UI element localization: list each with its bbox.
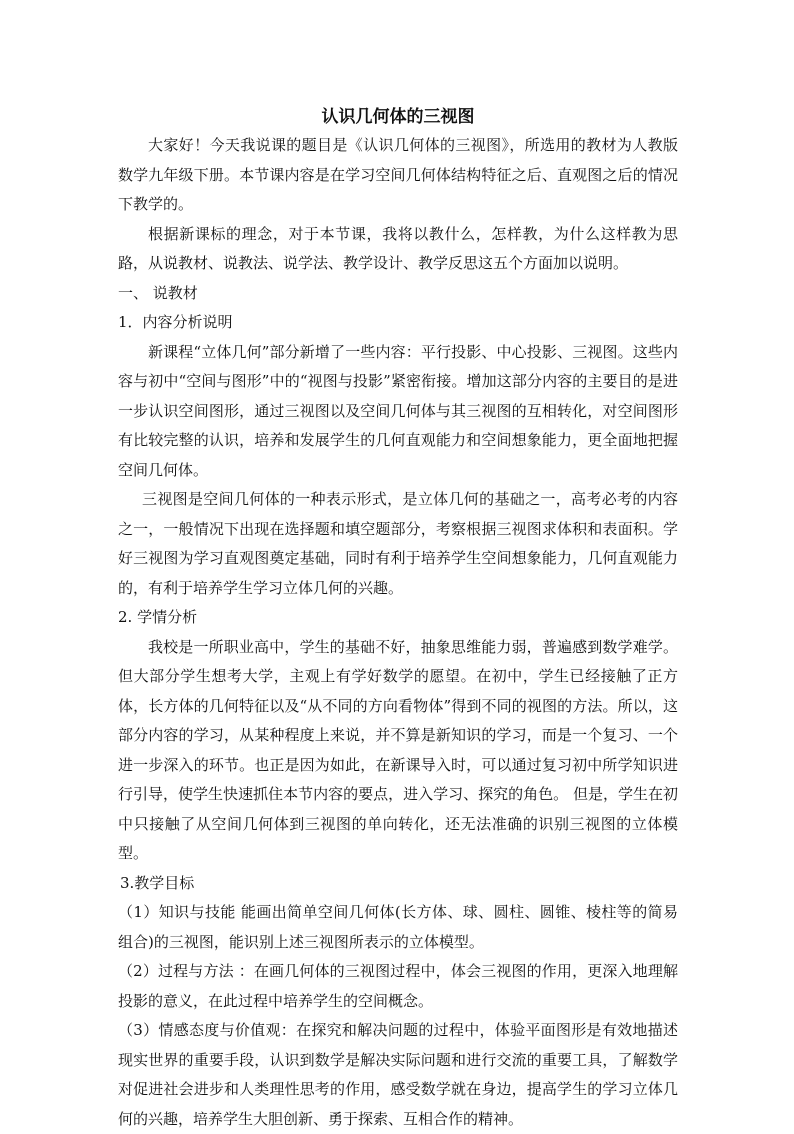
student-analysis-paragraph: 我校是一所职业高中，学生的基础不好，抽象思维能力弱，普遍感到数学难学。但大部分学生想考大学，主观上有学好数学的愿望。在初中，学生已经接触了正方体，长方体的几何特征以及“从不同的方向看物体”得到不同的视图的方法。所以，这部分内容的学习，从某种程度上来说，并不算是新知识的学习，而是一个复习、一个进一步深入的环节。也正是因为如此，在新课导入时，可以通过复习初中所学知识进行引导，使学生快速抓住本节内容的要点，进入学习、探究的角色。 但是，学生在初中只接触了从空间几何体到三视图的单向转化，还无法准确的识别三视图的立体模型。 (118, 637, 678, 862)
content-analysis-paragraph-1: 新课程“立体几何”部分新增了一些内容：平行投影、中心投影、三视图。这些内容与初中“空间与图形”中的“视图与投影”紧密衔接。增加这部分内容的主要目的是进一步认识空间图形，通过三视图以及空间几何体与其三视图的互相转化，对空间图形有比较完整的认识，培养和发展学生的几何直观能力和空间想象能力，更全面地把握空间几何体。 (118, 342, 678, 479)
subheading-student-analysis: 2. 学情分析 (118, 608, 198, 626)
content-analysis-paragraph-2: 三视图是空间几何体的一种表示形式，是立体几何的基础之一，高考必考的内容之一，一般情况下出现在选择题和填空题部分，考察根据三视图求体积和表面积。学好三视图为学习直观图奠定基础，同时有利于培养学生空间想象能力，几何直观能力的，有利于培养学生学习立体几何的兴趣。 (118, 490, 678, 597)
document-title: 认识几何体的三视图 (321, 107, 475, 127)
subheading-content-analysis: 1．内容分析说明 (118, 313, 233, 331)
objective-emotion-values: （3）情感态度与价值观：在探究和解决问题的过程中，体验平面图形是有效地描述现实世界的重要手段，认识到数学是解决实际问题和进行交流的重要工具，了解数学对促进社会进步和人类理性思考的作用，感受数学就在身边，提高学生的学习立体几何的兴趣，培养学生大胆创新、勇于探索、互相合作的精神。 (118, 1021, 678, 1128)
subheading-teaching-objectives: 3.教学目标 (120, 873, 195, 892)
intro-paragraph-2: 根据新课标的理念，对于本节课，我将以教什么，怎样教，为什么这样教为思路，从说教材、说教法、说学法、教学设计、教学反思这五个方面加以说明。 (118, 224, 678, 272)
document-page (118, 103, 678, 1134)
section-heading-textbook: 一、 说教材 (118, 283, 198, 302)
intro-paragraph-1: 大家好！今天我说课的题目是《认识几何体的三视图》，所选用的教材为人教版数学九年级下册。本节课内容是在学习空间几何体结构特征之后、直观图之后的情况下教学的。 (118, 136, 678, 213)
objective-knowledge-skills: （1）知识与技能 能画出简单空间几何体(长方体、球、圆柱、圆锥、棱柱等的简易组合)的三视图，能识别上述三视图所表示的立体模型。 (118, 903, 678, 951)
objective-process-methods: （2）过程与方法 ：在画几何体的三视图过程中，体会三视图的作用，更深入地理解投影的意义，在此过程中培养学生的空间概念。 (118, 962, 678, 1010)
